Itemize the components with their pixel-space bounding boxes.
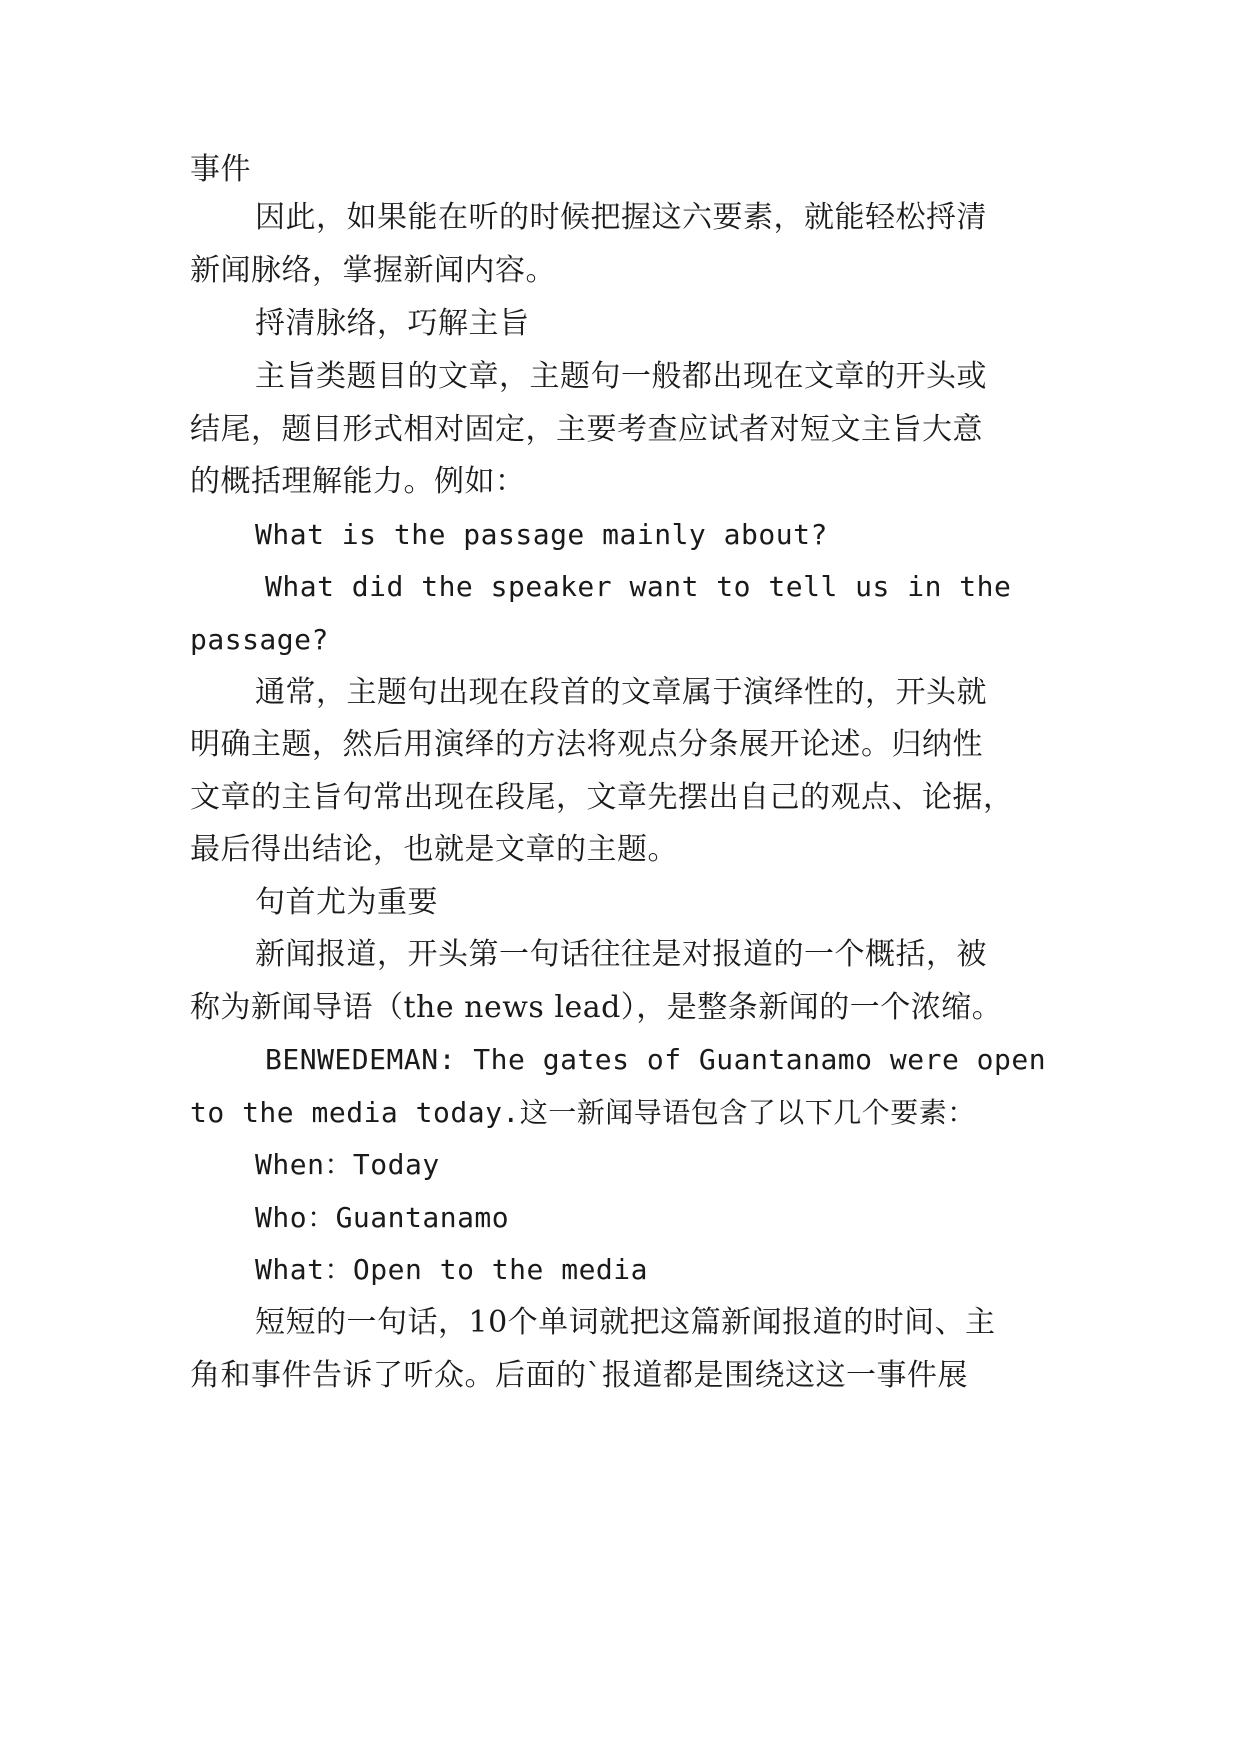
text-line: 的概括理解能力。例如： (190, 464, 526, 499)
example-sentence: to the media today.这一新闻导语包含了以下几个要素： (190, 1096, 976, 1129)
text-line: 角和事件告诉了听众。后面的`报道都是围绕这这一事件展 (190, 1358, 968, 1393)
text-line: 主旨类题目的文章，主题句一般都出现在文章的开头或 (255, 359, 987, 394)
text-line: 事件 (190, 152, 251, 187)
example-sentence: BENWEDEMAN: The gates of Guantanamo were open (265, 1043, 1047, 1076)
text-line: 因此，如果能在听的时候把握这六要素，就能轻松捋清 (255, 200, 987, 235)
text-line: 结尾，题目形式相对固定，主要考查应试者对短文主旨大意 (190, 412, 983, 447)
text-line: 通常，主题句出现在段首的文章属于演绎性的，开头就 (255, 675, 987, 710)
text-line: 最后得出结论，也就是文章的主题。 (190, 832, 678, 867)
text-line: 称为新闻导语（the news lead），是整条新闻的一个浓缩。 (190, 990, 1003, 1025)
element-who: Who：Guantanamo (255, 1201, 510, 1234)
text-line: 新闻报道，开头第一句话往往是对报道的一个概括，被 (255, 937, 987, 972)
text-line: 文章的主旨句常出现在段尾，文章先摆出自己的观点、论据， (190, 780, 1014, 815)
element-when: When：Today (255, 1148, 440, 1181)
example-question: What is the passage mainly about? (255, 518, 828, 551)
element-what: What：Open to the media (255, 1253, 649, 1286)
section-heading: 捋清脉络，巧解主旨 (255, 306, 530, 341)
section-heading: 句首尤为重要 (255, 885, 438, 920)
example-question: passage? (190, 623, 329, 656)
text-line: 短短的一句话，10个单词就把这篇新闻报道的时间、主 (255, 1305, 996, 1340)
example-question: What did the speaker want to tell us in the (265, 570, 1012, 603)
text-line: 明确主题，然后用演绎的方法将观点分条展开论述。归纳性 (190, 727, 983, 762)
text-line: 新闻脉络，掌握新闻内容。 (190, 253, 556, 288)
